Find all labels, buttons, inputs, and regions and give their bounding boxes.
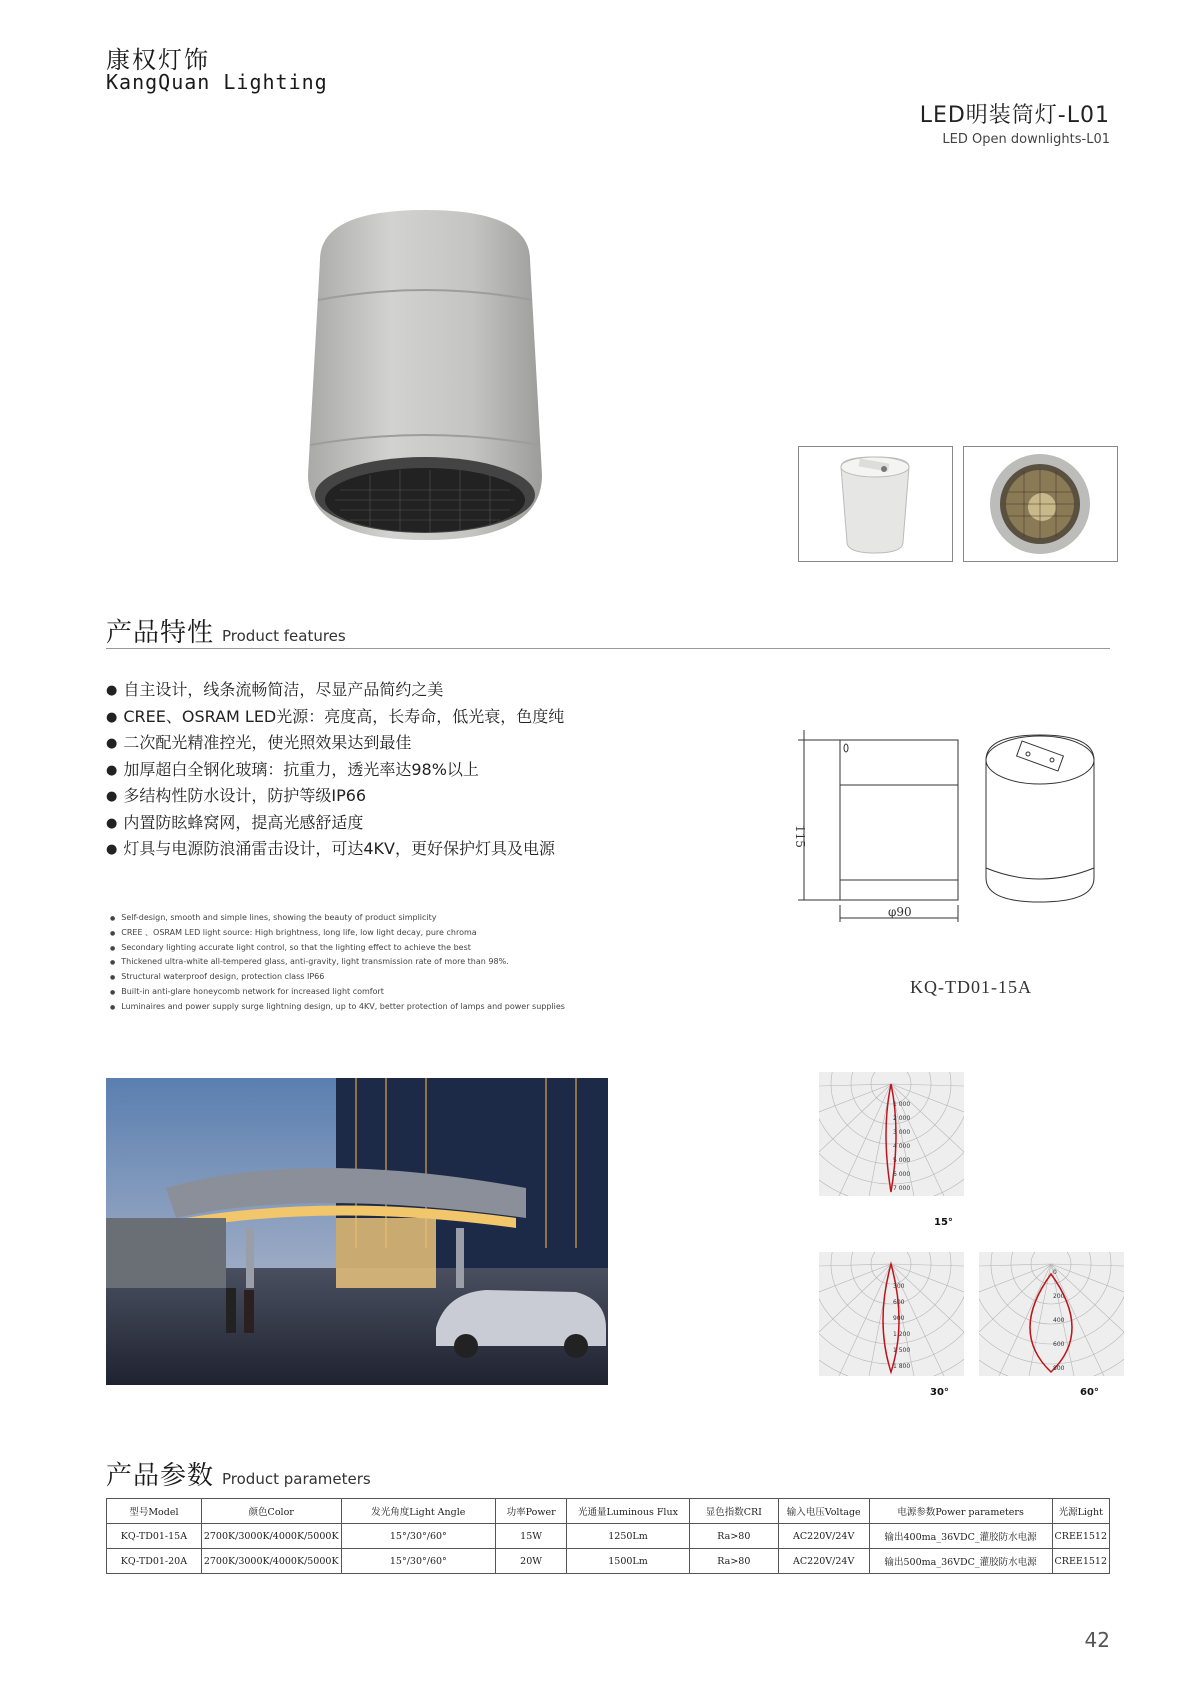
feature-item-cn: ● 多结构性防水设计，防护等级IP66: [106, 783, 564, 810]
product-main-photo: [290, 200, 560, 550]
feature-item-cn: ● 灯具与电源防浪涌雷击设计，可达4KV，更好保护灯具及电源: [106, 836, 564, 863]
feature-item-cn: ● CREE、OSRAM LED光源：亮度高，长寿命，低光衰，色度纯: [106, 704, 564, 731]
beam-15-tick: 6 000: [893, 1171, 911, 1178]
params-heading-cn: 产品参数: [106, 1461, 215, 1491]
table-cell: Ra>80: [689, 1524, 778, 1549]
beam-30-tick: 600: [893, 1299, 905, 1306]
params-header-cell: 颜色Color: [201, 1499, 341, 1524]
table-cell: 1500Lm: [567, 1549, 690, 1574]
beam-chart-15: [819, 1072, 964, 1196]
brand-name-cn: 康权灯饰: [106, 46, 210, 74]
beam-60-tick: 600: [1053, 1341, 1065, 1348]
beam-15-tick: 3 000: [893, 1129, 911, 1136]
beam-chart-60: [979, 1252, 1124, 1376]
product-title-en: LED Open downlights-L01: [942, 132, 1110, 147]
bottom-view-image: [964, 447, 1117, 561]
features-list-cn: [106, 677, 564, 863]
features-heading-cn: 产品特性: [106, 618, 215, 648]
params-header-cell: 光通量Luminous Flux: [567, 1499, 690, 1524]
page-number: 42: [1084, 1628, 1110, 1652]
beam-chart-30: [819, 1252, 964, 1376]
params-header-cell: 光源Light: [1052, 1499, 1109, 1524]
table-row: [107, 1549, 1110, 1574]
table-cell: 1250Lm: [567, 1524, 690, 1549]
feature-item-cn: ● 内置防眩蜂窝网，提高光感舒适度: [106, 810, 564, 837]
table-cell: 输出400ma_36VDC_灌胶防水电源: [869, 1524, 1052, 1549]
table-cell: CREE1512: [1052, 1524, 1109, 1549]
beam-angle-15-label: 15°: [934, 1217, 953, 1228]
params-header-cell: 输入电压Voltage: [778, 1499, 869, 1524]
table-cell: 15W: [496, 1524, 567, 1549]
feature-item-cn: ● 二次配光精准控光，使光照效果达到最佳: [106, 730, 564, 757]
product-title-cn: LED明装筒灯-L01: [919, 103, 1110, 128]
feature-item-en: ● Structural waterproof design, protection class IP66: [110, 970, 565, 985]
feature-item-en: ● Thickened ultra-white all-tempered glass, anti-gravity, light transmission rate of more than 98%.: [110, 955, 565, 970]
beam-chart-30-svg: [819, 1252, 964, 1376]
beam-30-tick: 1 500: [893, 1347, 911, 1354]
table-cell: AC220V/24V: [778, 1524, 869, 1549]
table-cell: 15°/30°/60°: [341, 1524, 496, 1549]
beam-15-tick: 5 000: [893, 1157, 911, 1164]
params-section-header: [106, 1455, 1110, 1491]
beam-30-tick: 1 200: [893, 1331, 911, 1338]
params-header-row: [107, 1499, 1110, 1524]
beam-chart-60-svg: [979, 1252, 1124, 1376]
params-header-cell: 型号Model: [107, 1499, 202, 1524]
feature-item-en: ● Luminaires and power supply surge lightning design, up to 4KV, better protection of lamps and power supplies: [110, 1000, 565, 1015]
beam-30-tick: 1 800: [893, 1363, 911, 1370]
beam-15-tick: 7 000: [893, 1185, 911, 1192]
table-cell: 2700K/3000K/4000K/5000K: [201, 1524, 341, 1549]
table-cell: 15°/30°/60°: [341, 1549, 496, 1574]
drawing-model-label: KQ-TD01-15A: [910, 977, 1032, 997]
beam-15-tick: 1 000: [893, 1101, 911, 1108]
features-heading-en: Product features: [222, 627, 346, 645]
height-dimension-label: 115: [793, 825, 807, 848]
beam-angle-30-label: 30°: [930, 1387, 949, 1398]
beam-30-tick: 300: [893, 1283, 905, 1290]
beam-60-tick: 800: [1053, 1365, 1065, 1372]
brand-name-en: KangQuan Lighting: [106, 70, 328, 94]
table-row: [107, 1524, 1110, 1549]
thumbnail-side-view: [798, 446, 953, 562]
params-header-cell: 发光角度Light Angle: [341, 1499, 496, 1524]
params-table: [106, 1498, 1110, 1574]
params-heading-en: Product parameters: [222, 1470, 371, 1488]
table-cell: CREE1512: [1052, 1549, 1109, 1574]
beam-60-tick: 400: [1053, 1317, 1065, 1324]
technical-drawing: [790, 730, 1110, 930]
thumbnail-bottom-view: [963, 446, 1118, 562]
beam-chart-15-svg: [819, 1072, 964, 1196]
beam-60-tick: 200: [1053, 1293, 1065, 1300]
feature-item-en: ● Secondary lighting accurate light control, so that the lighting effect to achieve the best: [110, 941, 565, 956]
beam-15-tick: 2 000: [893, 1115, 911, 1122]
feature-item-en: ● Self-design, smooth and simple lines, showing the beauty of product simplicity: [110, 911, 565, 926]
params-header-cell: 显色指数CRI: [689, 1499, 778, 1524]
table-cell: AC220V/24V: [778, 1549, 869, 1574]
params-header-cell: 功率Power: [496, 1499, 567, 1524]
table-cell: 输出500ma_36VDC_灌胶防水电源: [869, 1549, 1052, 1574]
application-scene-photo: [106, 1078, 608, 1385]
feature-item-cn: ● 加厚超白全钢化玻璃：抗重力，透光率达98%以上: [106, 757, 564, 784]
feature-item-en: ● Built-in anti-glare honeycomb network for increased light comfort: [110, 985, 565, 1000]
side-view-image: [799, 447, 952, 561]
beam-15-tick: 4 000: [893, 1143, 911, 1150]
beam-30-tick: 900: [893, 1315, 905, 1322]
feature-item-cn: ● 自主设计，线条流畅简洁，尽显产品简约之美: [106, 677, 564, 704]
table-cell: 2700K/3000K/4000K/5000K: [201, 1549, 341, 1574]
diameter-dimension-label: φ90: [888, 905, 912, 919]
beam-60-tick: 0: [1053, 1269, 1057, 1276]
table-cell: KQ-TD01-20A: [107, 1549, 202, 1574]
beam-angle-60-label: 60°: [1080, 1387, 1099, 1398]
feature-item-en: ● CREE 、OSRAM LED light source: High brightness, long life, low light decay, pure chroma: [110, 926, 565, 941]
table-cell: Ra>80: [689, 1549, 778, 1574]
features-section-header: [106, 612, 1110, 649]
table-cell: 20W: [496, 1549, 567, 1574]
params-header-cell: 电源参数Power parameters: [869, 1499, 1052, 1524]
table-cell: KQ-TD01-15A: [107, 1524, 202, 1549]
features-list-en: [110, 911, 565, 1015]
